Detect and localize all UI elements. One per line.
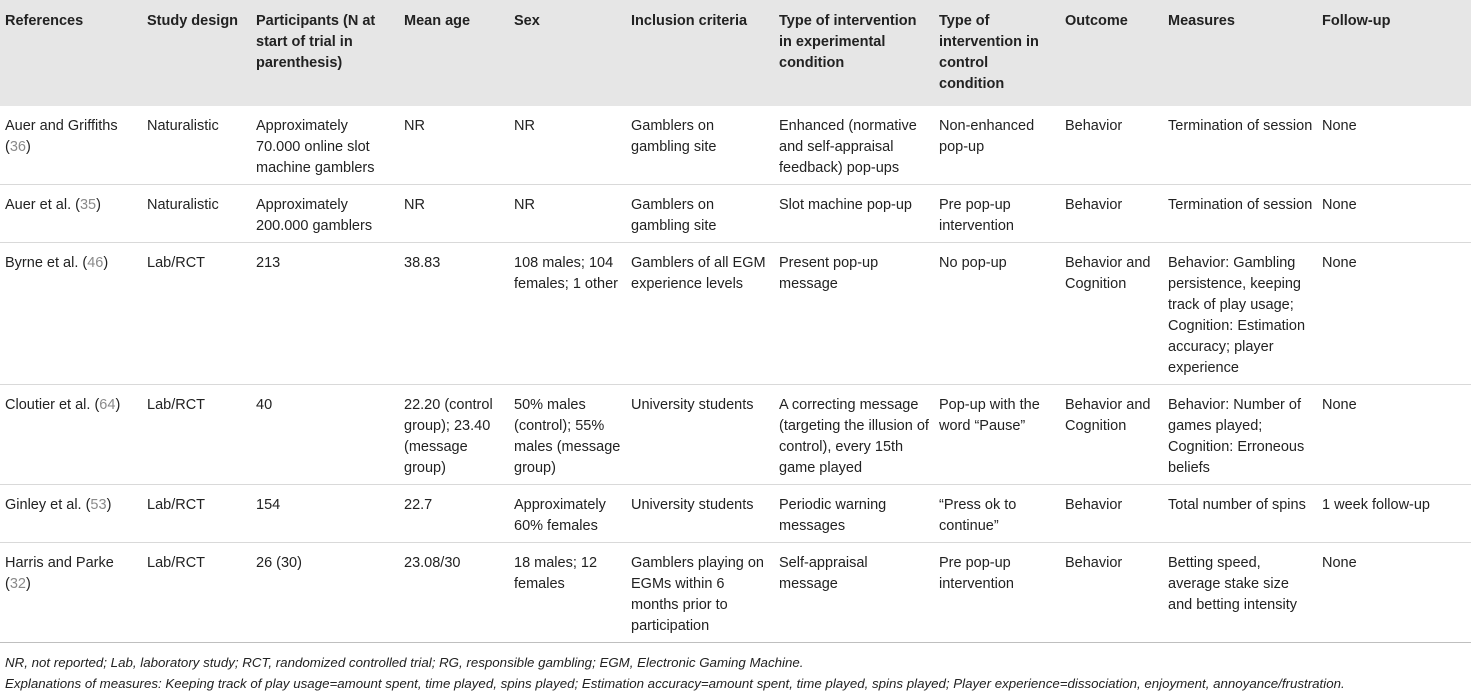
reference-close: ) xyxy=(25,139,31,155)
table-row xyxy=(0,543,1471,643)
cell-outcome: Behavior and Cognition xyxy=(1065,397,1151,434)
header-sex: Sex xyxy=(514,13,540,29)
cell-measures: Total number of spins xyxy=(1168,497,1306,513)
cell-follow-up: None xyxy=(1322,197,1357,213)
cell-participants: Approximately 70.000 online slot machine gamblers xyxy=(256,118,375,176)
reference-close: ) xyxy=(106,497,112,513)
reference-name: Byrne et al. ( xyxy=(5,255,88,271)
cell-sex: 18 males; 12 females xyxy=(514,555,598,592)
cell-study-design: Naturalistic xyxy=(147,197,219,213)
header-references: References xyxy=(5,13,84,29)
cell-reference xyxy=(0,385,142,485)
cell-inclusion-criteria: Gamblers of all EGM experience levels xyxy=(631,255,766,292)
cell-study-design: Lab/RCT xyxy=(147,397,206,413)
cell-inclusion-criteria: Gamblers on gambling site xyxy=(631,118,717,155)
table-row xyxy=(0,106,1471,185)
cell-experimental-intervention: Periodic warning messages xyxy=(779,497,887,534)
cell-measures: Termination of session xyxy=(1168,118,1313,134)
cell-participants: Approximately 200.000 gamblers xyxy=(256,197,373,234)
cell-control-intervention: Pre pop-up intervention xyxy=(939,555,1014,592)
cell-reference xyxy=(0,243,142,385)
reference-name: Ginley et al. ( xyxy=(5,497,91,513)
cell-follow-up: None xyxy=(1322,397,1357,413)
cell-study-design: Naturalistic xyxy=(147,118,219,134)
reference-name: Auer and Griffiths ( xyxy=(5,118,118,155)
cell-mean-age: NR xyxy=(404,118,425,134)
header-mean-age: Mean age xyxy=(404,13,471,29)
reference-number-link[interactable]: 53 xyxy=(90,497,107,513)
footnote-explanations: Explanations of measures: Keeping track of play usage=amount spent, time played, spins played; Estimation accuracy=amount spent, time played, spins played; Player experience=dissociation, enjoyment, annoyance/frustration. xyxy=(5,676,1345,691)
cell-outcome: Behavior xyxy=(1065,118,1123,134)
cell-experimental-intervention: Self-appraisal message xyxy=(779,555,868,592)
cell-sex: 108 males; 104 females; 1 other xyxy=(514,255,618,292)
reference-number-link[interactable]: 35 xyxy=(79,197,97,213)
cell-study-design: Lab/RCT xyxy=(147,497,206,513)
cell-experimental-intervention: Enhanced (normative and self-appraisal feedback) pop-ups xyxy=(779,118,917,176)
table-footnotes xyxy=(0,643,1471,694)
table-row xyxy=(0,185,1471,243)
reference-name: Auer et al. ( xyxy=(5,197,80,213)
cell-study-design: Lab/RCT xyxy=(147,255,206,271)
reference-name: Harris and Parke ( xyxy=(5,555,114,592)
cell-control-intervention: “Press ok to continue” xyxy=(939,497,1017,534)
cell-outcome: Behavior xyxy=(1065,497,1123,513)
table-row xyxy=(0,485,1471,543)
cell-sex: NR xyxy=(514,197,535,213)
cell-measures: Betting speed, average stake size and betting intensity xyxy=(1168,555,1297,613)
cell-participants: 26 (30) xyxy=(256,555,302,571)
cell-mean-age: 22.20 (control group); 23.40 (message group) xyxy=(404,397,493,476)
cell-outcome: Behavior xyxy=(1065,555,1123,571)
cell-mean-age: 23.08/30 xyxy=(404,555,461,571)
cell-mean-age: 38.83 xyxy=(404,255,441,271)
cell-follow-up: None xyxy=(1322,555,1357,571)
header-control-intervention: Type of intervention in control condition xyxy=(939,13,1039,92)
table-row xyxy=(0,243,1471,385)
cell-outcome: Behavior and Cognition xyxy=(1065,255,1151,292)
header-study-design: Study design xyxy=(147,13,239,29)
cell-measures: Behavior: Gambling persistence, keeping track of play usage; Cognition: Estimation accuracy; player experience xyxy=(1168,255,1306,376)
reference-number-link[interactable]: 46 xyxy=(87,255,104,271)
cell-participants: 154 xyxy=(256,497,281,513)
cell-control-intervention: Pre pop-up intervention xyxy=(939,197,1014,234)
header-inclusion-criteria: Inclusion criteria xyxy=(631,13,748,29)
cell-follow-up: None xyxy=(1322,255,1357,271)
reference-close: ) xyxy=(103,255,109,271)
reference-close: ) xyxy=(25,576,31,592)
header-experimental-intervention: Type of intervention in experimental condition xyxy=(779,13,917,71)
cell-inclusion-criteria: University students xyxy=(631,397,754,413)
cell-inclusion-criteria: University students xyxy=(631,497,754,513)
cell-reference xyxy=(0,185,142,243)
cell-inclusion-criteria: Gamblers playing on EGMs within 6 months prior to participation xyxy=(631,555,764,634)
cell-measures: Termination of session xyxy=(1168,197,1313,213)
reference-number-link[interactable]: 32 xyxy=(9,576,26,592)
cell-experimental-intervention: Slot machine pop-up xyxy=(779,197,912,213)
reference-number-link[interactable]: 36 xyxy=(9,139,26,155)
cell-measures: Behavior: Number of games played; Cognition: Erroneous beliefs xyxy=(1168,397,1305,476)
cell-experimental-intervention: A correcting message (targeting the illusion of control), every 15th game played xyxy=(779,397,929,476)
header-outcome: Outcome xyxy=(1065,13,1128,29)
reference-number-link[interactable]: 64 xyxy=(99,397,116,413)
cell-sex: NR xyxy=(514,118,535,134)
header-measures: Measures xyxy=(1168,13,1235,29)
reference-close: ) xyxy=(96,197,101,213)
cell-reference xyxy=(0,485,142,543)
cell-sex: Approximately 60% females xyxy=(514,497,606,534)
cell-control-intervention: No pop-up xyxy=(939,255,1007,271)
reference-close: ) xyxy=(115,397,121,413)
cell-control-intervention: Non-enhanced pop-up xyxy=(939,118,1035,155)
cell-follow-up: 1 week follow-up xyxy=(1322,497,1430,513)
header-follow-up: Follow-up xyxy=(1322,13,1391,29)
reference-name: Cloutier et al. ( xyxy=(5,397,100,413)
cell-mean-age: 22.7 xyxy=(404,497,433,513)
cell-study-design: Lab/RCT xyxy=(147,555,206,571)
cell-reference xyxy=(0,106,142,185)
cell-control-intervention: Pop-up with the word “Pause” xyxy=(939,397,1040,434)
header-participants: Participants (N at start of trial in parenthesis) xyxy=(256,13,376,71)
footnote-abbreviations: NR, not reported; Lab, laboratory study; RCT, randomized controlled trial; RG, responsible gambling; EGM, Electronic Gaming Machine. xyxy=(5,655,804,670)
table-header-row xyxy=(0,0,1471,106)
table-row xyxy=(0,385,1471,485)
cell-mean-age: NR xyxy=(404,197,425,213)
cell-participants: 213 xyxy=(256,255,281,271)
cell-reference xyxy=(0,543,142,643)
cell-outcome: Behavior xyxy=(1065,197,1123,213)
cell-sex: 50% males (control); 55% males (message group) xyxy=(514,397,621,476)
cell-experimental-intervention: Present pop-up message xyxy=(779,255,879,292)
cell-participants: 40 xyxy=(256,397,273,413)
cell-follow-up: None xyxy=(1322,118,1357,134)
cell-inclusion-criteria: Gamblers on gambling site xyxy=(631,197,717,234)
